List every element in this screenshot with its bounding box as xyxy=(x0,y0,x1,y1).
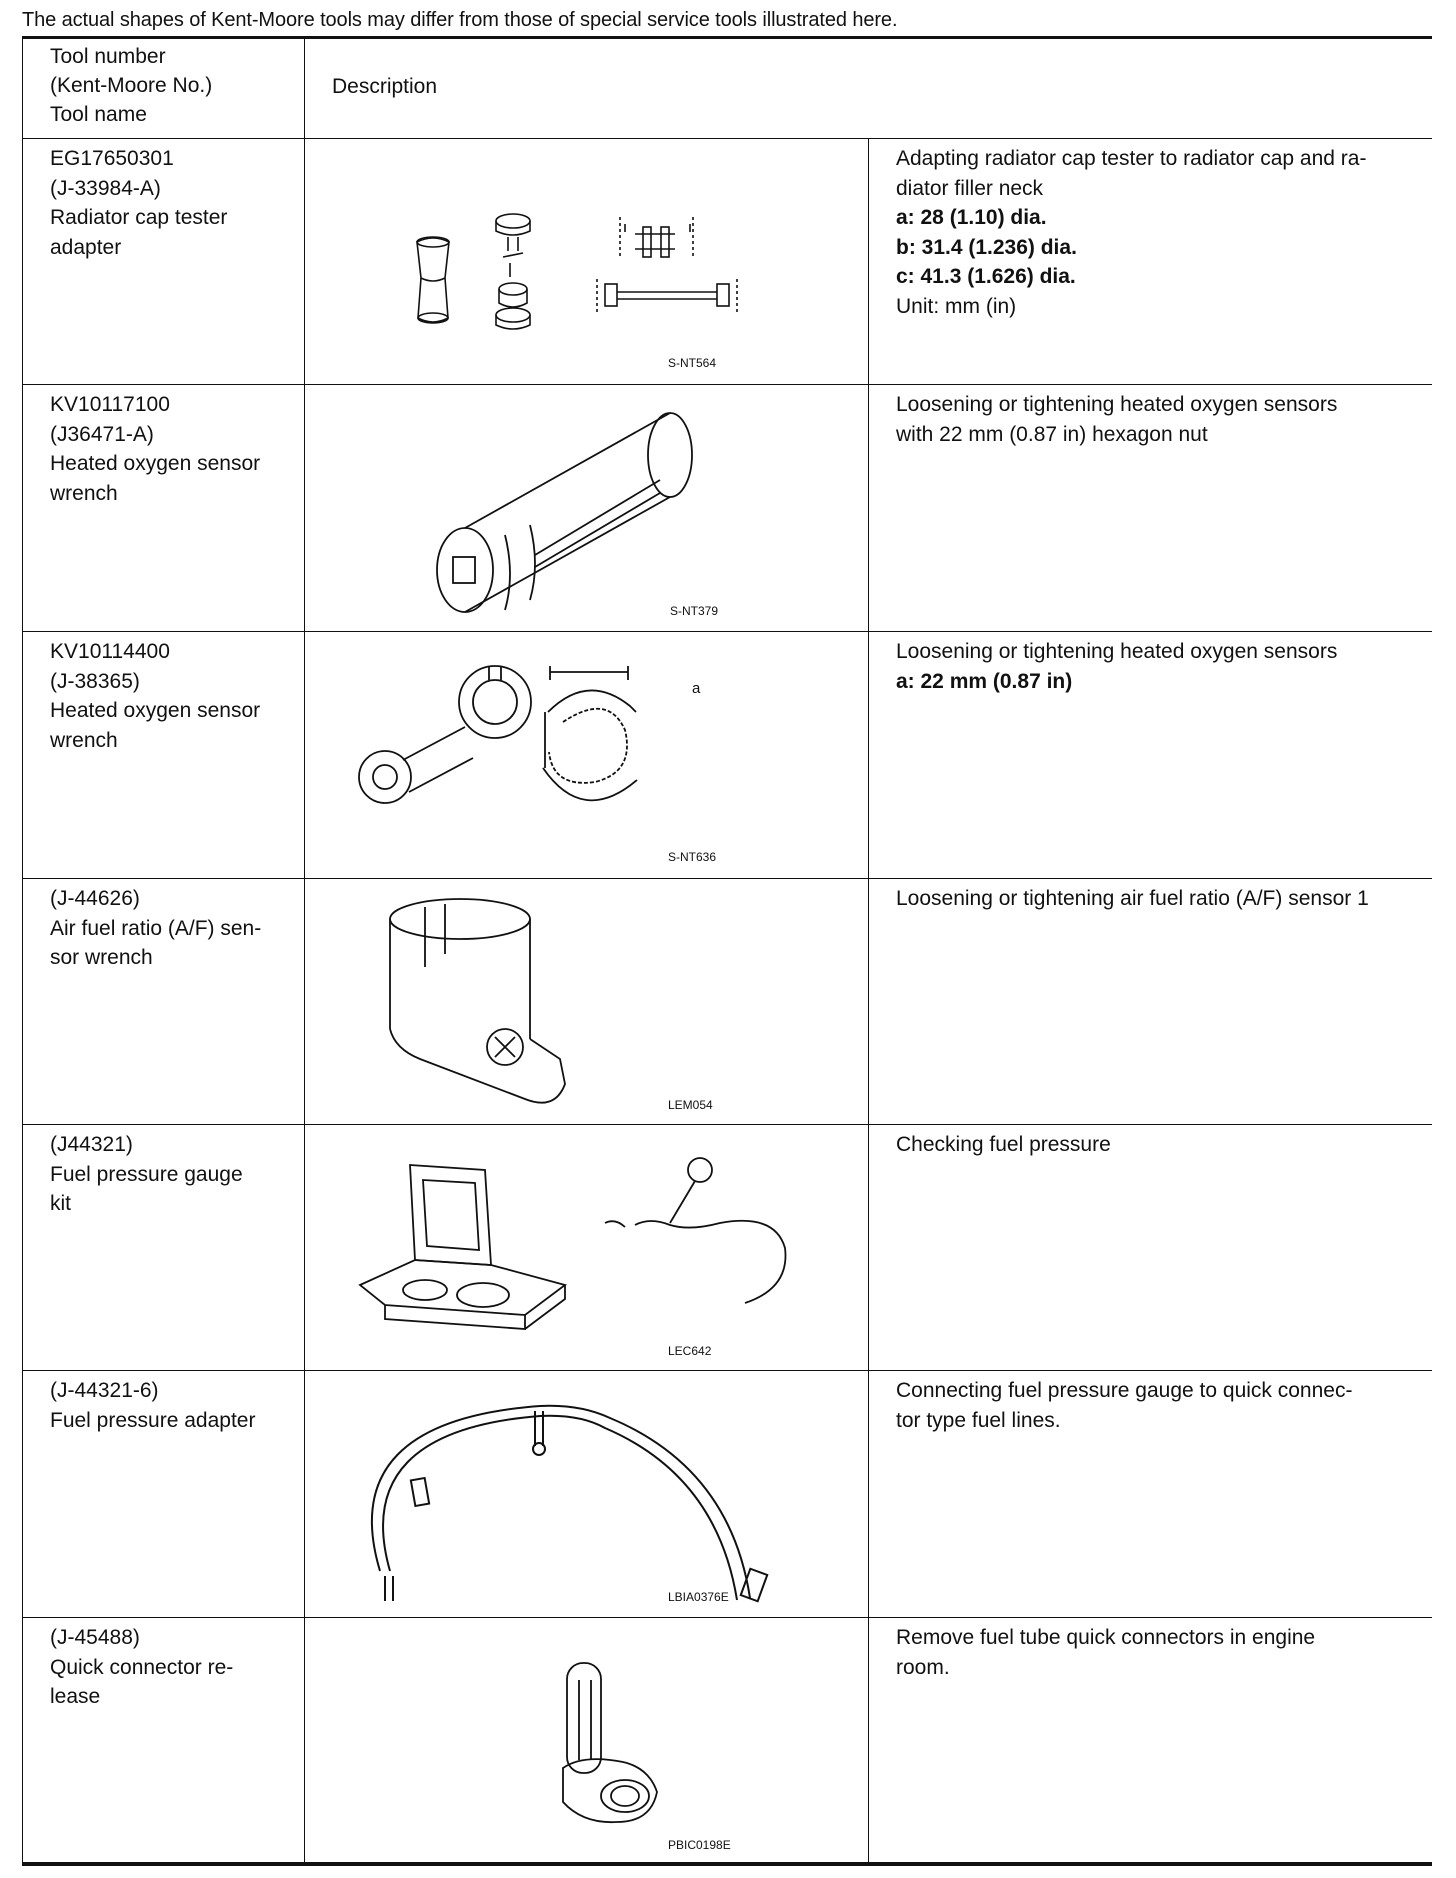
tool-name-cell xyxy=(50,884,300,973)
dimension-line: a: 28 (1.10) dia. xyxy=(896,206,1047,229)
description-cell xyxy=(896,144,1416,321)
tool-name-line: wrench xyxy=(50,481,118,505)
description-line: Connecting fuel pressure gauge to quick connec- xyxy=(896,1379,1353,1402)
grid-column-divider xyxy=(868,138,869,1863)
tool-name-line: Quick connector re- xyxy=(50,1655,234,1679)
tool-name-cell xyxy=(50,390,300,508)
tool-name-line: Heated oxygen sensor xyxy=(50,452,261,475)
description-cell xyxy=(896,1623,1416,1682)
tool-name-line: (J36471-A) xyxy=(50,422,154,446)
tool-name-line: Fuel pressure adapter xyxy=(50,1408,256,1432)
page-note: The actual shapes of Kent-Moore tools may differ from those of special service tools illustrated here. xyxy=(22,9,898,31)
description-line: Loosening or tightening air fuel ratio (A/F) sensor 1 xyxy=(896,887,1369,910)
tool-name-cell xyxy=(50,1130,300,1219)
table-bottom-rule xyxy=(22,1862,1432,1866)
description-cell xyxy=(896,884,1416,914)
figure-code: S-NT379 xyxy=(670,604,719,618)
dimension-line: c: 41.3 (1.626) dia. xyxy=(896,265,1076,288)
figure-code: LEM054 xyxy=(668,1098,713,1112)
tool-name-line: sor wrench xyxy=(50,946,153,969)
description-line: Checking fuel pressure xyxy=(896,1133,1111,1156)
tool-name-cell xyxy=(50,1376,300,1435)
description-cell xyxy=(896,1130,1416,1160)
tool-name-line: (J-44321-6) xyxy=(50,1379,159,1402)
description-line: with 22 mm (0.87 in) hexagon nut xyxy=(896,422,1208,446)
tool-name-cell xyxy=(50,1623,300,1712)
tool-name-line: Radiator cap tester xyxy=(50,206,228,229)
radiator-cap-tester-adapter-illustration xyxy=(305,139,865,385)
figure-code: S-NT564 xyxy=(668,356,717,370)
description-line: Loosening or tightening heated oxygen sensors xyxy=(896,393,1338,416)
tool-name-line: kit xyxy=(50,1192,71,1215)
figure-code: PBIC0198E xyxy=(668,1838,731,1852)
description-cell xyxy=(896,390,1416,449)
dimension-line: a: 22 mm (0.87 in) xyxy=(896,669,1073,693)
dimension-line: b: 31.4 (1.236) dia. xyxy=(896,235,1077,259)
tool-name-line: EG17650301 xyxy=(50,147,174,170)
header-description: Description xyxy=(332,75,438,98)
header-line: (Kent-Moore No.) xyxy=(50,74,213,97)
description-cell xyxy=(896,1376,1416,1435)
tool-name-line: adapter xyxy=(50,235,122,259)
description-line: Adapting radiator cap tester to radiator cap and ra- xyxy=(896,147,1367,170)
description-line: Remove fuel tube quick connectors in engine xyxy=(896,1626,1316,1649)
figure-code: LEC642 xyxy=(668,1344,712,1358)
tool-name-line: (J-33984-A) xyxy=(50,176,161,200)
figure-code: S-NT636 xyxy=(668,850,717,864)
description-line: tor type fuel lines. xyxy=(896,1408,1061,1432)
description-line: diator filler neck xyxy=(896,176,1044,200)
tool-name-line: Heated oxygen sensor xyxy=(50,699,261,722)
tool-name-line: Fuel pressure gauge xyxy=(50,1162,243,1186)
dimension-label: a xyxy=(692,680,701,697)
quick-connector-release-illustration xyxy=(305,1618,865,1864)
header-line: Tool name xyxy=(50,103,147,126)
table-top-rule xyxy=(22,36,1432,39)
tool-name-line: lease xyxy=(50,1685,101,1708)
description-line: Loosening or tightening heated oxygen sensors xyxy=(896,640,1338,663)
af-sensor-wrench-illustration xyxy=(305,879,865,1125)
tool-name-line: (J-45488) xyxy=(50,1626,140,1649)
header-tool-number xyxy=(50,42,212,129)
tool-name-line: (J44321) xyxy=(50,1133,133,1156)
description-cell xyxy=(896,637,1416,696)
flare-nut-wrench-illustration xyxy=(305,632,865,878)
figure-code: LBIA0376E xyxy=(668,1590,729,1604)
tool-name-cell xyxy=(50,144,300,262)
tool-name-line: (J-38365) xyxy=(50,669,140,693)
tool-name-line: Air fuel ratio (A/F) sen- xyxy=(50,916,262,940)
fuel-pressure-gauge-kit-illustration xyxy=(305,1125,865,1371)
tool-name-cell xyxy=(50,637,300,755)
tool-name-line: wrench xyxy=(50,728,118,752)
grid-left-border xyxy=(22,37,23,1863)
fuel-pressure-adapter-hose-illustration xyxy=(305,1371,865,1617)
tool-name-line: KV10114400 xyxy=(50,640,170,663)
header-line: Tool number xyxy=(50,45,166,68)
tool-name-line: (J-44626) xyxy=(50,887,140,910)
socket-wrench-illustration xyxy=(305,385,865,631)
description-line: room. xyxy=(896,1655,950,1679)
unit-line: Unit: mm (in) xyxy=(896,294,1017,318)
tool-name-line: KV10117100 xyxy=(50,393,170,416)
